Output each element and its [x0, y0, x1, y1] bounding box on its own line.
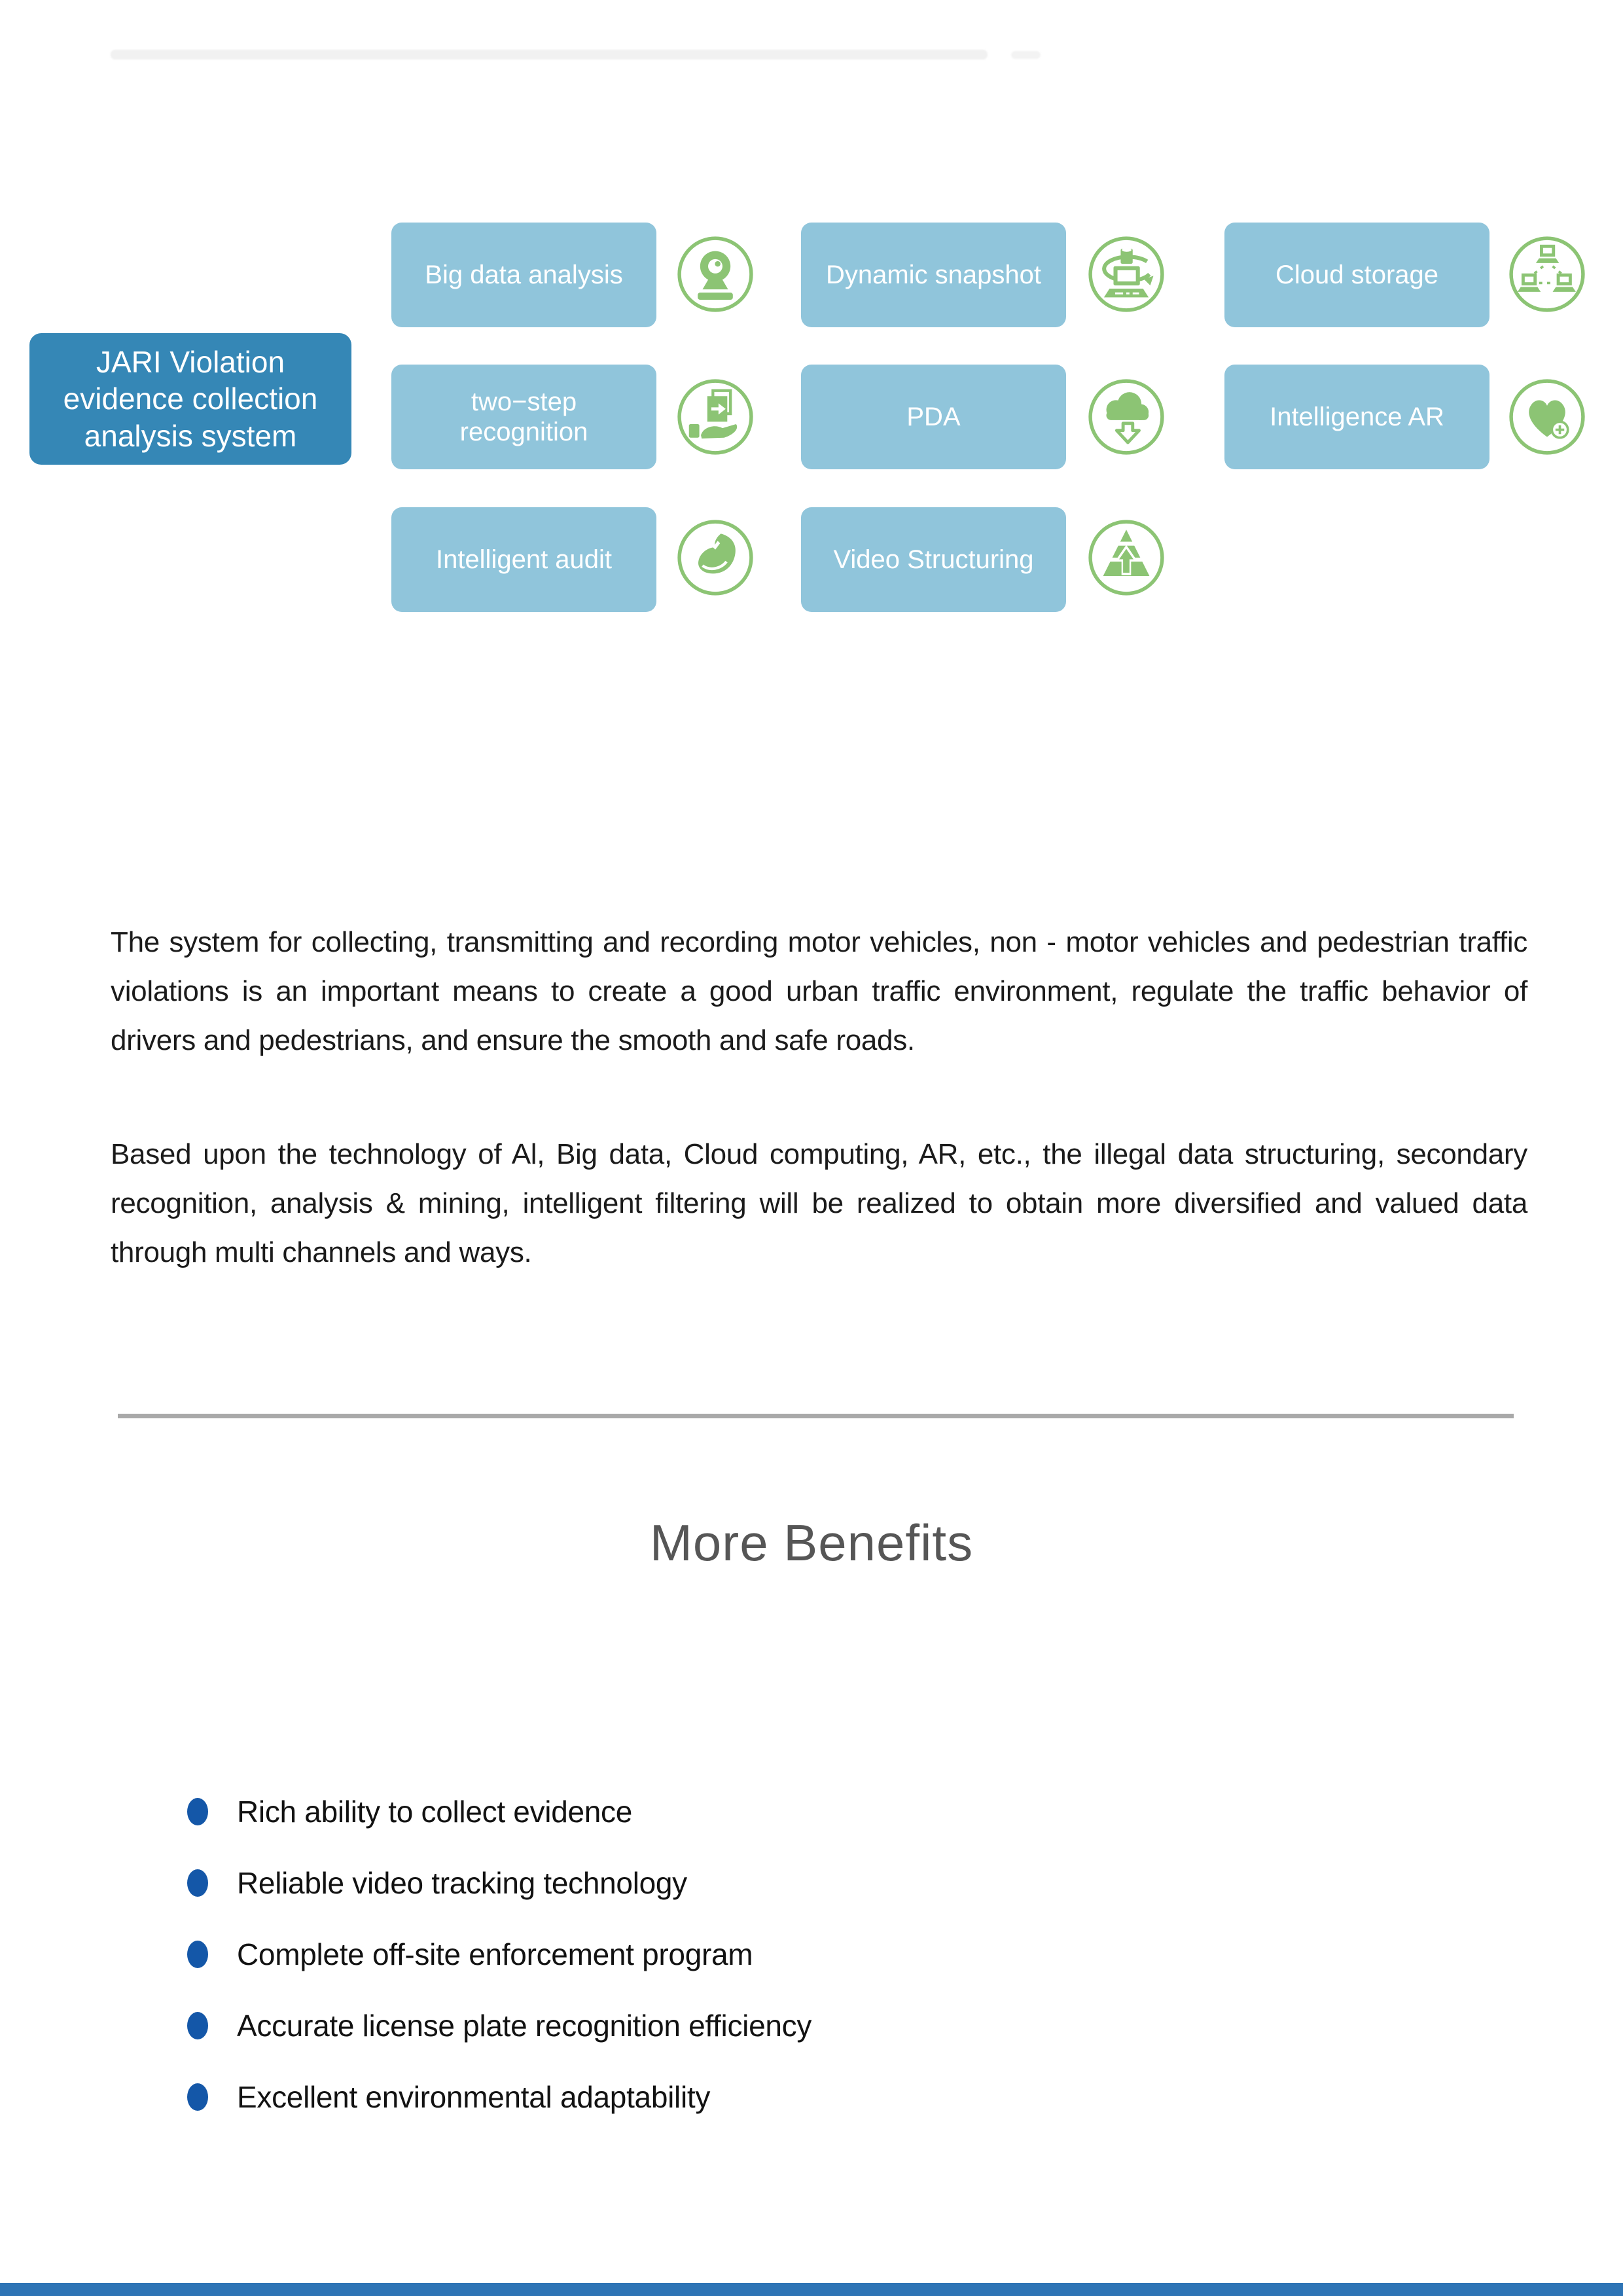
benefit-label: Complete off-site enforcement program [237, 1937, 753, 1971]
node-label-dynamic-snapshot: Dynamic snapshot [825, 260, 1042, 289]
intro-paragraph-2: Based upon the technology of Al, Big data, Cloud computing, AR, etc., the illegal data structuring, secondary recognition, analysis & mining, intelligent filtering will be realized to obtain more diversified and valued data through multi channels and ways. [111, 1138, 1527, 1268]
diagram-node [801, 223, 1066, 327]
diagram-root-box [29, 333, 351, 465]
benefit-label: Rich ability to collect evidence [237, 1795, 633, 1829]
cloud-download-icon [1086, 377, 1166, 457]
bullet-dot-icon [187, 2012, 208, 2039]
bullet-dot-icon [187, 1869, 208, 1897]
benefit-label: Excellent environmental adaptability [237, 2080, 711, 2114]
benefit-label: Accurate license plate recognition efficiency [237, 2009, 812, 2043]
list-item [187, 2079, 812, 2115]
node-label-intelligent-audit: Intelligent audit [435, 545, 613, 574]
node-label-cloud-storage: Cloud storage [1275, 260, 1439, 289]
scanner-rotation-icon [1086, 234, 1166, 314]
bullet-dot-icon [187, 2083, 208, 2111]
node-label-intelligence-ar: Intelligence AR [1270, 403, 1444, 431]
section-divider [118, 1414, 1514, 1418]
node-label-two-step-recognition: two−step recognition [459, 387, 588, 446]
diagram-node [391, 365, 656, 469]
list-item [187, 1793, 812, 1830]
hand-documents-icon [675, 377, 755, 457]
diagram-node [801, 365, 1066, 469]
intro-paragraph-1: The system for collecting, transmitting and recording motor vehicles, non - motor vehicles and pedestrian traffic violations is an important means to create a good urban traffic environment, regulate the traffic behavior of drivers and pedestrians, and ensure the smooth and safe roads. [111, 926, 1527, 1056]
node-label-big-data-analysis: Big data analysis [425, 260, 623, 289]
ghost-header-text-fragment [1011, 51, 1041, 59]
structured-triangle-icon [1086, 518, 1166, 598]
benefit-label: Reliable video tracking technology [237, 1866, 687, 1900]
bullet-dot-icon [187, 1798, 208, 1825]
footer-accent-bar [0, 2283, 1623, 2296]
webcam-icon [675, 234, 755, 314]
muscle-icon [675, 518, 755, 598]
diagram-root-label: JARI Violation evidence collection analysis system [63, 345, 318, 453]
heart-plus-icon [1507, 377, 1587, 457]
diagram-node [1224, 365, 1489, 469]
node-label-video-structuring: Video Structuring [833, 545, 1034, 574]
bullet-dot-icon [187, 1941, 208, 1968]
diagram-node [1224, 223, 1489, 327]
list-item [187, 1865, 812, 1901]
node-label-pda: PDA [906, 403, 961, 431]
list-item [187, 2007, 812, 2044]
diagram-node [801, 507, 1066, 612]
list-item [187, 1936, 812, 1973]
diagram-node [391, 507, 656, 612]
benefits-list [187, 1793, 812, 2150]
computer-network-icon [1507, 234, 1587, 314]
ghost-header-text [111, 50, 988, 60]
diagram-node [391, 223, 656, 327]
section-title: More Benefits [649, 1514, 974, 1571]
